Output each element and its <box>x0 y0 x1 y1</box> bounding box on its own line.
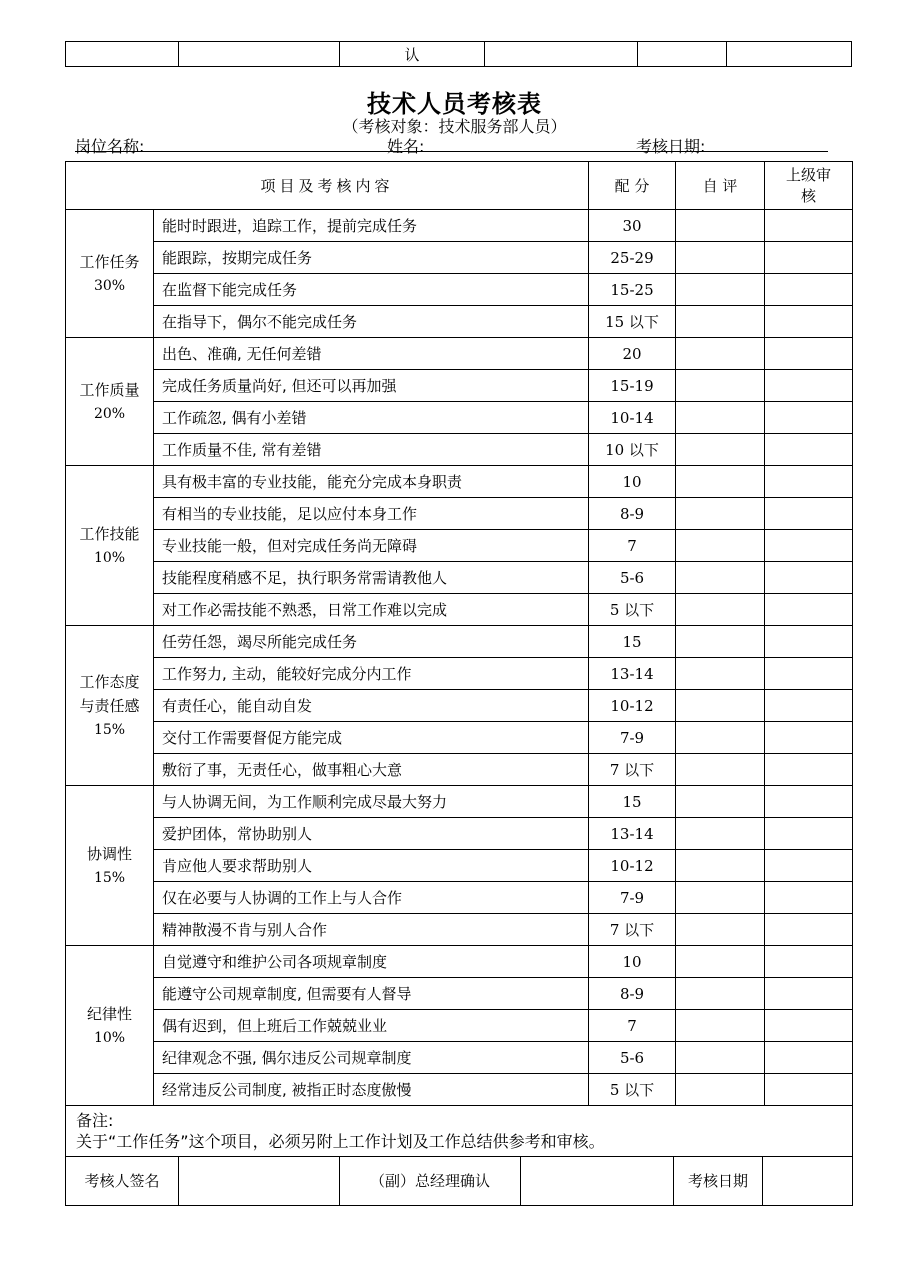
table-row <box>66 946 853 978</box>
name-label: 姓名: <box>387 137 425 156</box>
criterion-text: 在监督下能完成任务 <box>154 274 589 306</box>
table-row <box>66 210 853 242</box>
remark-text: 关于“工作任务”这个项目，必须另附上工作计划及工作总结供参考和审核。 <box>76 1132 605 1151</box>
category-weight: 30% <box>93 277 126 294</box>
criterion-score: 10 <box>589 946 676 978</box>
superior-review-cell[interactable] <box>765 274 853 306</box>
gm-confirm-field[interactable] <box>521 1157 674 1205</box>
criterion-text: 精神散漫不肯与别人合作 <box>154 914 589 946</box>
table-row <box>66 882 853 914</box>
criterion-score: 20 <box>589 338 676 370</box>
top-strip-table <box>65 41 852 67</box>
superior-review-cell[interactable] <box>765 1042 853 1074</box>
table-row <box>66 658 853 690</box>
criterion-score: 7-9 <box>589 722 676 754</box>
criterion-text: 技能程度稍感不足，执行职务常需请教他人 <box>154 562 589 594</box>
superior-review-cell[interactable] <box>765 434 853 466</box>
self-eval-cell[interactable] <box>676 274 765 306</box>
gm-confirm-label: （副）总经理确认 <box>340 1157 521 1205</box>
category-cell <box>66 786 154 946</box>
header-superior-review: 上级审核 <box>765 162 853 210</box>
self-eval-cell[interactable] <box>676 850 765 882</box>
criterion-score: 7 以下 <box>589 914 676 946</box>
superior-review-cell[interactable] <box>765 594 853 626</box>
criterion-text: 肯应他人要求帮助别人 <box>154 850 589 882</box>
assessor-signature-field[interactable] <box>179 1157 340 1205</box>
assessment-table-body <box>66 162 853 1206</box>
category-weight: 15% <box>93 721 126 738</box>
page-title: 技术人员考核表 <box>367 90 542 118</box>
remark-cell <box>66 1106 853 1157</box>
position-name-label: 岗位名称: <box>75 137 145 156</box>
superior-review-cell[interactable] <box>765 498 853 530</box>
criterion-score: 15-19 <box>589 370 676 402</box>
criterion-text: 爱护团体，常协助别人 <box>154 818 589 850</box>
superior-review-cell[interactable] <box>765 978 853 1010</box>
criterion-score: 13-14 <box>589 818 676 850</box>
criterion-score: 8-9 <box>589 978 676 1010</box>
table-header-row <box>66 162 853 210</box>
category-cell <box>66 210 154 338</box>
self-eval-cell[interactable] <box>676 338 765 370</box>
remark-row <box>66 1106 853 1157</box>
superior-review-cell[interactable] <box>765 1010 853 1042</box>
self-eval-cell[interactable] <box>676 242 765 274</box>
criterion-text: 敷衍了事，无责任心，做事粗心大意 <box>154 754 589 786</box>
criterion-score: 10-12 <box>589 690 676 722</box>
criterion-score: 10-12 <box>589 850 676 882</box>
criterion-score: 7 <box>589 1010 676 1042</box>
category-cell <box>66 466 154 626</box>
table-row <box>66 370 853 402</box>
superior-review-cell[interactable] <box>765 562 853 594</box>
table-row <box>66 978 853 1010</box>
self-eval-cell[interactable] <box>676 434 765 466</box>
criterion-score: 7-9 <box>589 882 676 914</box>
self-eval-cell[interactable] <box>676 466 765 498</box>
header-score: 配 分 <box>589 162 676 210</box>
superior-review-cell[interactable] <box>765 946 853 978</box>
criterion-text: 能时时跟进，追踪工作，提前完成任务 <box>154 210 589 242</box>
criterion-text: 在指导下，偶尔不能完成任务 <box>154 306 589 338</box>
table-row <box>66 1010 853 1042</box>
criterion-score: 10 <box>589 466 676 498</box>
criterion-text: 对工作必需技能不熟悉，日常工作难以完成 <box>154 594 589 626</box>
table-row <box>66 434 853 466</box>
criterion-text: 工作疏忽, 偶有小差错 <box>154 402 589 434</box>
self-eval-cell[interactable] <box>676 1074 765 1106</box>
table-row <box>66 466 853 498</box>
superior-review-cell[interactable] <box>765 882 853 914</box>
table-row <box>66 306 853 338</box>
self-eval-cell[interactable] <box>676 978 765 1010</box>
category-name: 工作态度与责任感 <box>79 672 140 715</box>
category-cell <box>66 946 154 1106</box>
category-cell <box>66 338 154 466</box>
criterion-text: 仅在必要与人协调的工作上与人合作 <box>154 882 589 914</box>
remark-label: 备注: <box>76 1111 114 1130</box>
table-row <box>66 530 853 562</box>
self-eval-cell[interactable] <box>676 498 765 530</box>
table-row <box>66 914 853 946</box>
criterion-score: 8-9 <box>589 498 676 530</box>
superior-review-cell[interactable] <box>765 914 853 946</box>
superior-review-cell[interactable] <box>765 370 853 402</box>
criterion-text: 与人协调无间，为工作顺利完成尽最大努力 <box>154 786 589 818</box>
self-eval-cell[interactable] <box>676 594 765 626</box>
self-eval-cell[interactable] <box>676 402 765 434</box>
self-eval-cell[interactable] <box>676 562 765 594</box>
criterion-score: 5 以下 <box>589 1074 676 1106</box>
signature-inner-row <box>66 1157 852 1205</box>
criterion-text: 工作质量不佳, 常有差错 <box>154 434 589 466</box>
criterion-text: 任劳任怨，竭尽所能完成任务 <box>154 626 589 658</box>
self-eval-cell[interactable] <box>676 530 765 562</box>
table-row <box>66 850 853 882</box>
table-row <box>66 242 853 274</box>
criterion-text: 专业技能一般，但对完成任务尚无障碍 <box>154 530 589 562</box>
table-row <box>66 786 853 818</box>
category-name: 纪律性 <box>86 1004 132 1023</box>
top-strip-cell <box>66 42 179 67</box>
top-strip-cell <box>485 42 638 67</box>
signature-row-cell <box>66 1157 853 1206</box>
criterion-score: 13-14 <box>589 658 676 690</box>
criterion-text: 具有极丰富的专业技能，能充分完成本身职责 <box>154 466 589 498</box>
self-eval-cell[interactable] <box>676 306 765 338</box>
table-row <box>66 690 853 722</box>
category-weight: 10% <box>93 1029 126 1046</box>
category-weight: 20% <box>93 405 126 422</box>
assessment-table <box>65 161 853 1206</box>
superior-review-cell[interactable] <box>765 658 853 690</box>
table-row <box>66 1042 853 1074</box>
criterion-text: 经常违反公司制度, 被指正时态度傲慢 <box>154 1074 589 1106</box>
superior-review-cell[interactable] <box>765 786 853 818</box>
criterion-score: 7 以下 <box>589 754 676 786</box>
table-row <box>66 754 853 786</box>
top-strip-cell <box>638 42 727 67</box>
category-weight: 15% <box>93 869 126 886</box>
table-row <box>66 626 853 658</box>
self-eval-cell[interactable] <box>676 1042 765 1074</box>
category-name: 协调性 <box>86 844 132 863</box>
criterion-text: 纪律观念不强, 偶尔违反公司规章制度 <box>154 1042 589 1074</box>
criterion-text: 工作努力, 主动，能较好完成分内工作 <box>154 658 589 690</box>
signature-row <box>66 1157 853 1206</box>
table-row <box>66 1074 853 1106</box>
superior-review-cell[interactable] <box>765 242 853 274</box>
info-underline <box>75 151 828 152</box>
criterion-score: 5-6 <box>589 1042 676 1074</box>
table-row <box>66 594 853 626</box>
category-name: 工作技能 <box>79 524 140 543</box>
table-row <box>66 274 853 306</box>
criterion-text: 有责任心，能自动自发 <box>154 690 589 722</box>
superior-review-cell[interactable] <box>765 626 853 658</box>
superior-review-cell[interactable] <box>765 690 853 722</box>
superior-review-cell[interactable] <box>765 402 853 434</box>
superior-review-cell[interactable] <box>765 466 853 498</box>
top-strip-cell <box>727 42 852 67</box>
criterion-text: 有相当的专业技能，足以应付本身工作 <box>154 498 589 530</box>
self-eval-cell[interactable] <box>676 818 765 850</box>
criterion-score: 15 以下 <box>589 306 676 338</box>
superior-review-cell[interactable] <box>765 818 853 850</box>
criterion-score: 15-25 <box>589 274 676 306</box>
criterion-text: 自觉遵守和维护公司各项规章制度 <box>154 946 589 978</box>
criterion-score: 5-6 <box>589 562 676 594</box>
category-weight: 10% <box>93 549 126 566</box>
superior-review-cell[interactable] <box>765 210 853 242</box>
criterion-text: 偶有迟到，但上班后工作兢兢业业 <box>154 1010 589 1042</box>
category-name: 工作质量 <box>79 380 140 399</box>
assessment-date-field[interactable] <box>763 1157 853 1205</box>
table-row <box>66 402 853 434</box>
superior-review-cell[interactable] <box>765 306 853 338</box>
criterion-text: 能遵守公司规章制度, 但需要有人督导 <box>154 978 589 1010</box>
self-eval-cell[interactable] <box>676 1010 765 1042</box>
criterion-score: 10-14 <box>589 402 676 434</box>
criterion-score: 7 <box>589 530 676 562</box>
self-eval-cell[interactable] <box>676 946 765 978</box>
criterion-text: 出色、准确, 无任何差错 <box>154 338 589 370</box>
category-name: 工作任务 <box>79 252 140 271</box>
table-row <box>66 722 853 754</box>
table-row <box>66 498 853 530</box>
top-strip-confirm-tail: 认 <box>340 42 485 67</box>
table-row <box>66 338 853 370</box>
header-self-eval: 自 评 <box>676 162 765 210</box>
table-row <box>66 562 853 594</box>
assessor-signature-label: 考核人签名 <box>66 1157 179 1205</box>
top-strip-cell <box>179 42 340 67</box>
criterion-text: 能跟踪，按期完成任务 <box>154 242 589 274</box>
assessment-date-label: 考核日期: <box>636 137 706 156</box>
superior-review-cell[interactable] <box>765 722 853 754</box>
superior-review-cell[interactable] <box>765 1074 853 1106</box>
criterion-score: 10 以下 <box>589 434 676 466</box>
self-eval-cell[interactable] <box>676 690 765 722</box>
criterion-score: 30 <box>589 210 676 242</box>
table-row <box>66 818 853 850</box>
self-eval-cell[interactable] <box>676 370 765 402</box>
self-eval-cell[interactable] <box>676 626 765 658</box>
category-cell <box>66 626 154 786</box>
self-eval-cell[interactable] <box>676 882 765 914</box>
page-subtitle: （考核对象：技术服务部人员） <box>342 117 567 136</box>
superior-review-cell[interactable] <box>765 850 853 882</box>
superior-review-cell[interactable] <box>765 338 853 370</box>
superior-review-cell[interactable] <box>765 754 853 786</box>
self-eval-cell[interactable] <box>676 210 765 242</box>
criterion-text: 交付工作需要督促方能完成 <box>154 722 589 754</box>
self-eval-cell[interactable] <box>676 658 765 690</box>
self-eval-cell[interactable] <box>676 754 765 786</box>
self-eval-cell[interactable] <box>676 722 765 754</box>
criterion-score: 15 <box>589 626 676 658</box>
criterion-score: 5 以下 <box>589 594 676 626</box>
superior-review-cell[interactable] <box>765 530 853 562</box>
self-eval-cell[interactable] <box>676 914 765 946</box>
criterion-text: 完成任务质量尚好, 但还可以再加强 <box>154 370 589 402</box>
header-content: 项目及考核内容 <box>66 162 589 210</box>
criterion-score: 25-29 <box>589 242 676 274</box>
self-eval-cell[interactable] <box>676 786 765 818</box>
assessment-date-footer-label: 考核日期 <box>674 1157 763 1205</box>
criterion-score: 15 <box>589 786 676 818</box>
signature-table <box>66 1157 852 1205</box>
